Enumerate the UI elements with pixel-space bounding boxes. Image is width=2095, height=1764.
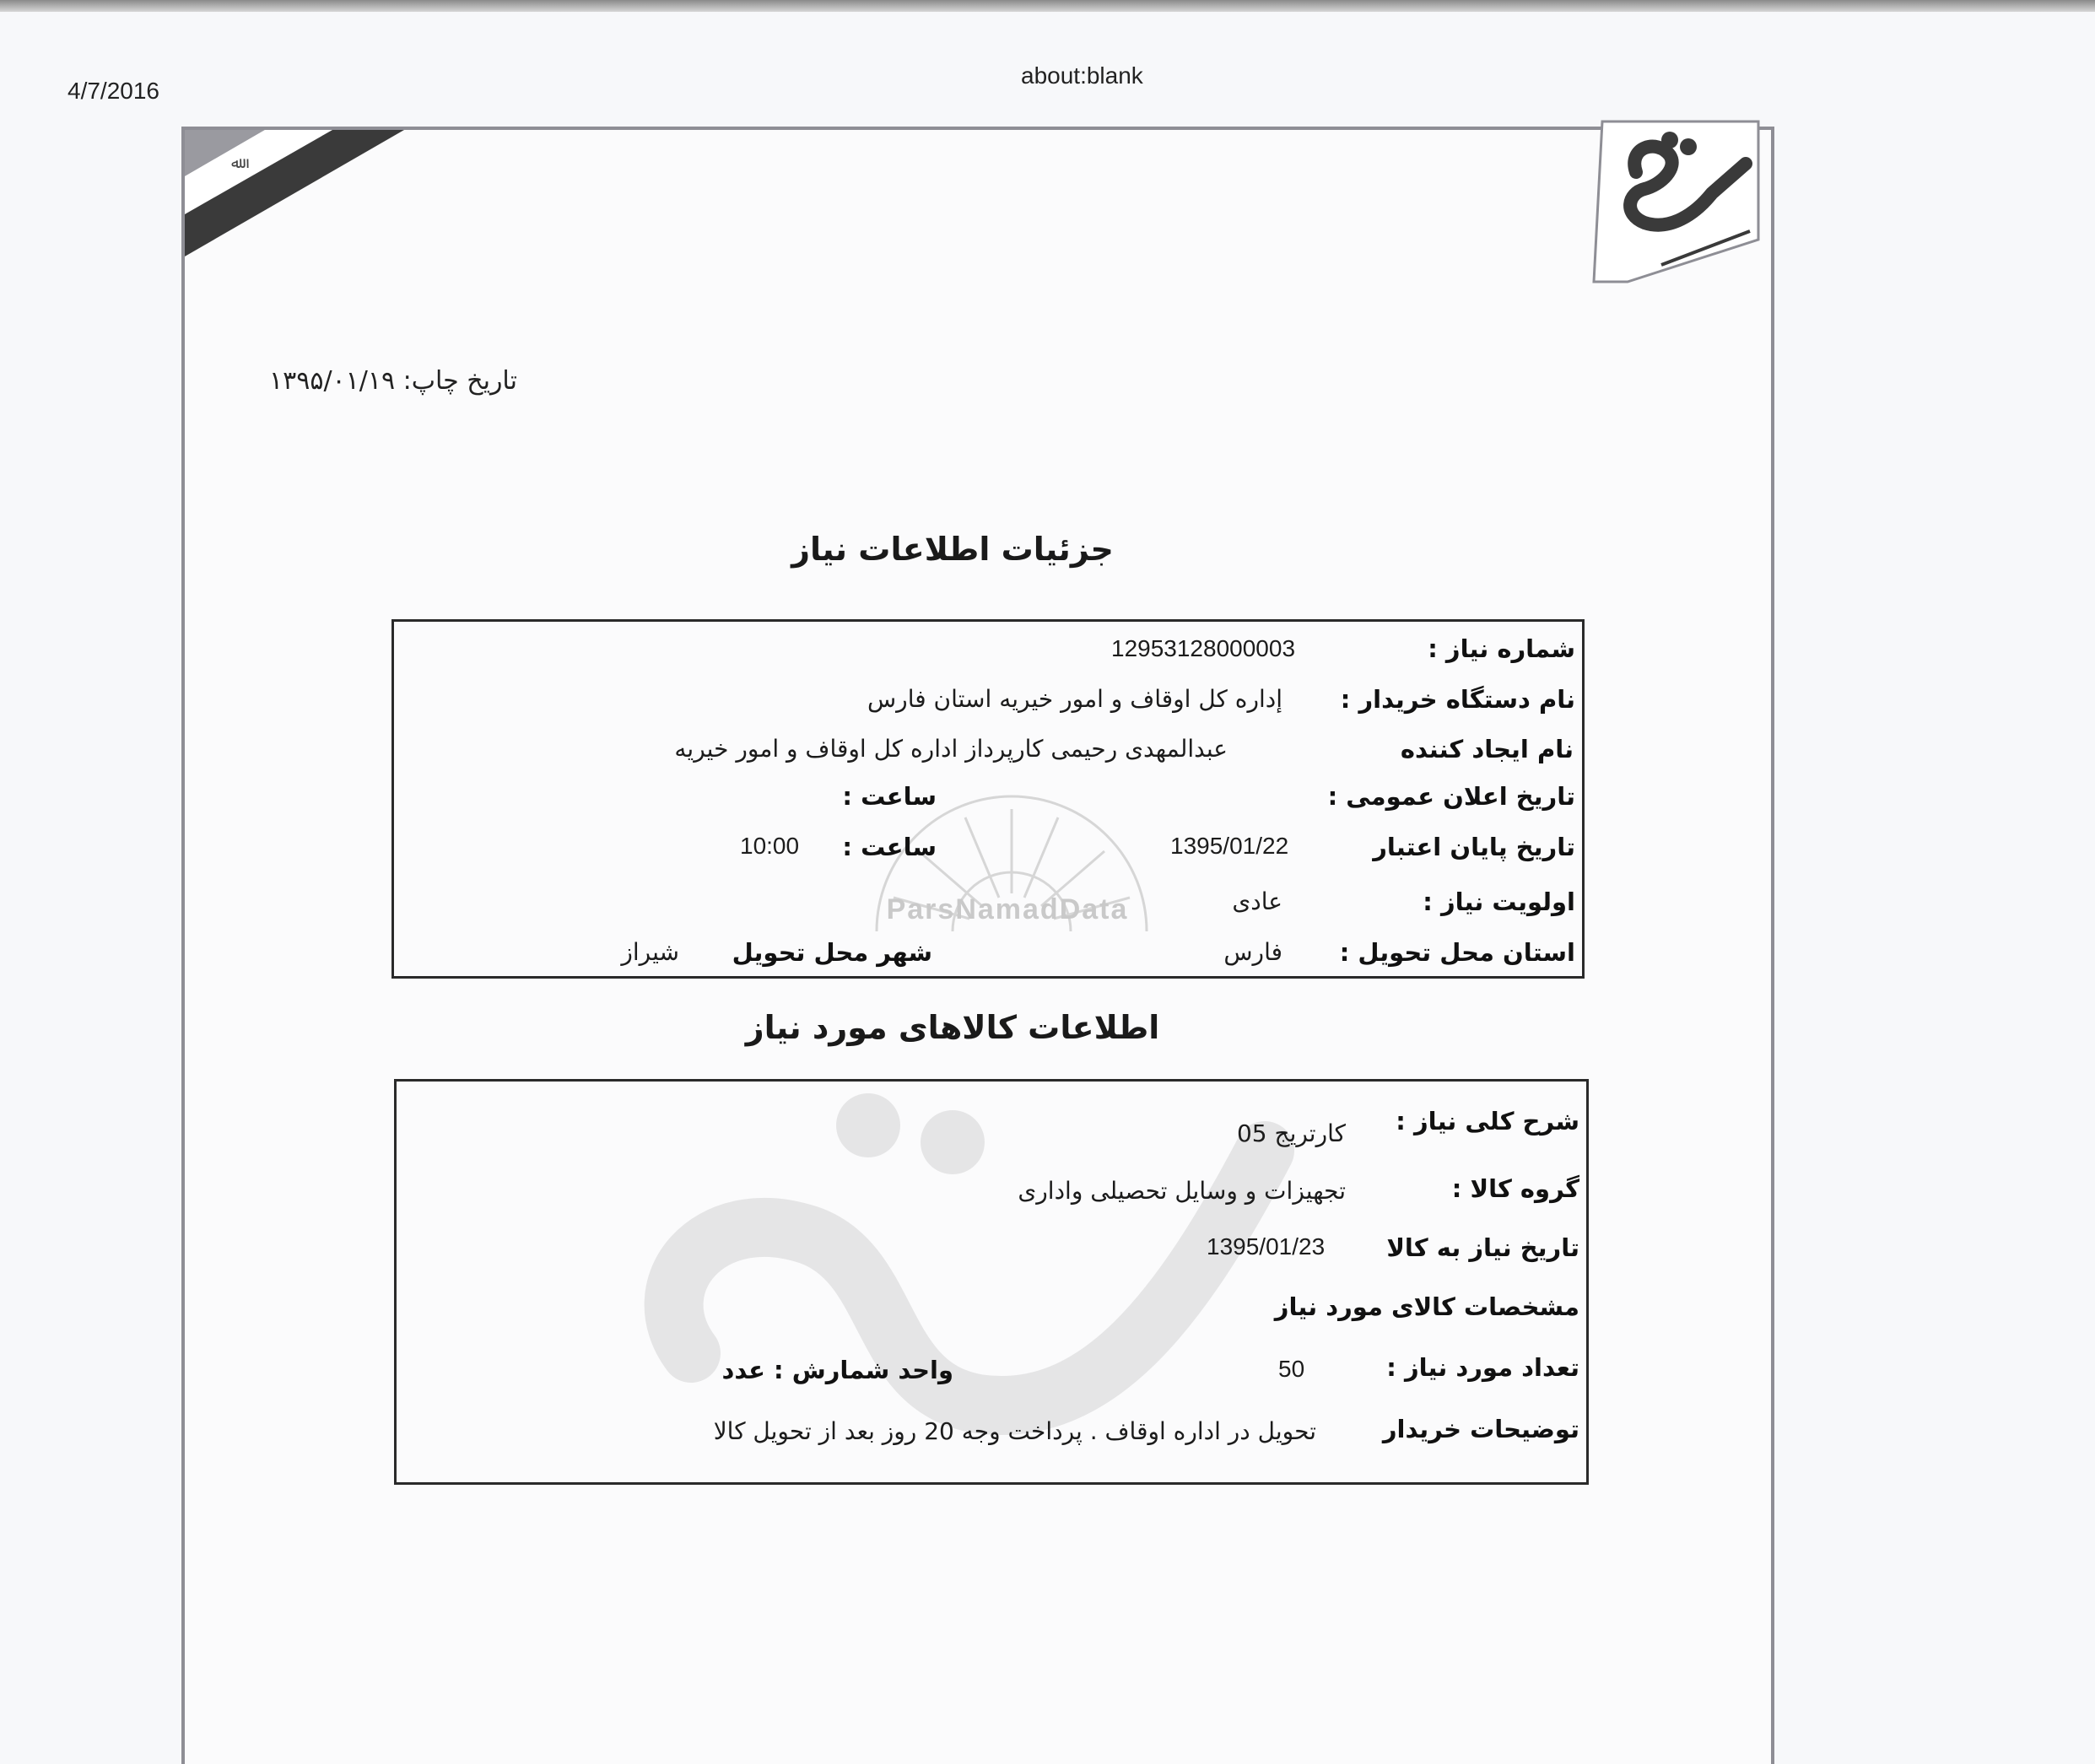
setad-logo-icon xyxy=(1577,113,1763,290)
quantity-label: تعداد مورد نیاز : xyxy=(1386,1353,1579,1382)
validity-end-time: 10:00 xyxy=(740,833,800,859)
browser-url: about:blank xyxy=(1021,62,1143,89)
priority-label: اولویت نیاز : xyxy=(1423,887,1575,916)
validity-end-date: 1395/01/22 xyxy=(1170,833,1289,859)
specs-label: مشخصات کالای مورد نیاز xyxy=(1274,1292,1579,1321)
delivery-city-label: شهر محل تحویل xyxy=(732,938,932,967)
need-details-box xyxy=(391,619,1585,979)
priority-value: عادی xyxy=(1232,887,1282,915)
flag-ribbon-icon xyxy=(185,130,404,256)
svg-text:ﷲ: ﷲ xyxy=(231,154,240,172)
unit-label: واحد شمارش : عدد xyxy=(721,1356,953,1384)
section-title-goods-info: اطلاعات کالاهای مورد نیاز xyxy=(745,1009,1160,1046)
validity-end-label: تاریخ پایان اعتبار xyxy=(1373,833,1575,861)
delivery-province-value: فارس xyxy=(1223,938,1282,966)
announce-date-label: تاریخ اعلان عمومی : xyxy=(1327,782,1575,811)
general-desc-label: شرح کلی نیاز : xyxy=(1396,1107,1579,1136)
goods-group-label: گروه کالا : xyxy=(1451,1174,1579,1203)
document-sheet xyxy=(181,127,1774,1764)
need-date-value: 1395/01/23 xyxy=(1207,1233,1326,1260)
validity-end-time-label: ساعت : xyxy=(842,833,937,861)
browser-print-date: 4/7/2016 xyxy=(67,78,159,104)
buyer-notes-label: توضیحات خریدار xyxy=(1382,1415,1579,1443)
buyer-notes-value: تحویل در اداره اوقاف . پرداخت وجه 20 روز بعد از تحویل کالا xyxy=(713,1417,1316,1445)
need-number-label: شماره نیاز : xyxy=(1428,634,1575,663)
buyer-value: إداره کل اوقاف و امور خیریه استان فارس xyxy=(867,685,1282,713)
quantity-value: 50 xyxy=(1278,1356,1305,1382)
announce-time-label: ساعت : xyxy=(842,782,937,811)
need-date-label: تاریخ نیاز به کالا xyxy=(1386,1233,1579,1262)
need-number-value: 12953128000003 xyxy=(1111,635,1296,661)
scan-top-edge xyxy=(0,0,2095,12)
watermark-brand: ParsNamadData xyxy=(886,893,1129,925)
goods-group-value: تجهیزات و وسایل تحصیلی واداری xyxy=(1018,1177,1346,1205)
print-date: تاریخ چاپ: ۱۳۹۵/۰۱/۱۹ xyxy=(269,366,517,396)
creator-label: نام ایجاد کننده xyxy=(1400,735,1574,763)
creator-value: عبدالمهدی رحیمی کارپرداز اداره کل اوقاف و امور خیریه xyxy=(674,735,1228,763)
goods-info-box xyxy=(394,1079,1589,1485)
general-desc-value: کارتریج 05 xyxy=(1236,1119,1346,1147)
delivery-city-value: شیراز xyxy=(621,938,679,966)
buyer-label: نام دستگاه خریدار : xyxy=(1340,685,1575,714)
section-title-need-details: جزئیات اطلاعات نیاز xyxy=(791,531,1114,568)
delivery-province-label: استان محل تحویل : xyxy=(1339,938,1575,967)
